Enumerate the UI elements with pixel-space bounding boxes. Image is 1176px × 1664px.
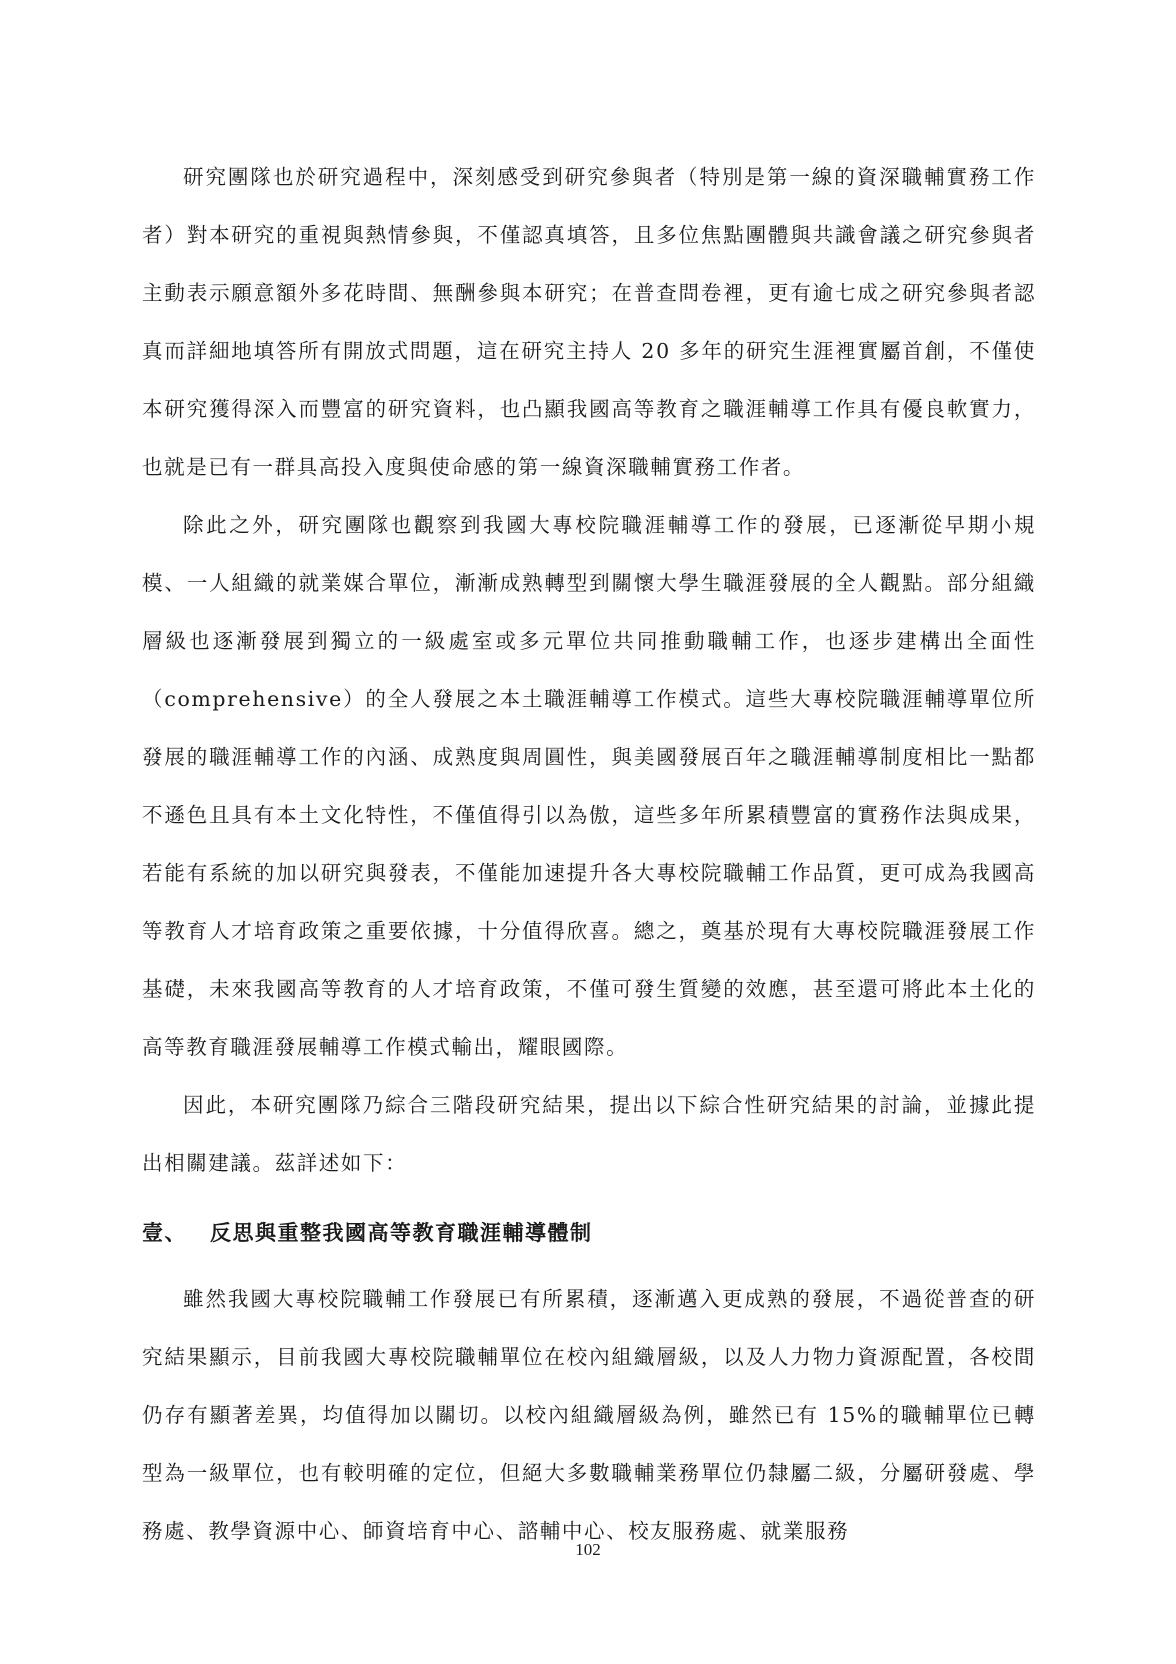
page-number: 102	[575, 1540, 601, 1559]
paragraph-section-body: 雖然我國大專校院職輔工作發展已有所累積，逐漸邁入更成熟的發展，不過從普查的研究結果顯示，目前我國大專校院職輔單位在校內組織層級，以及人力物力資源配置，各校間仍存有顯著差異，均值得加以關切。以校內組織層級為例，雖然已有 15%的職輔單位已轉型為一級單位，也有較明確的定位，但絕大多數職輔業務單位仍隸屬二級，分屬研發處、學務處、教學資源中心、師資培育中心、諮輔中心、校友服務處、就業服務	[142, 1287, 1036, 1543]
paragraph-summary-intro: 因此，本研究團隊乃綜合三階段研究結果，提出以下綜合性研究結果的討論，並據此提出相關建議。茲詳述如下：	[142, 1093, 1036, 1175]
paragraph-career-guidance-development: 除此之外，研究團隊也觀察到我國大專校院職涯輔導工作的發展，已逐漸從早期小規模、一人組織的就業媒合單位，漸漸成熟轉型到關懷大學生職涯發展的全人觀點。部分組織層級也逐漸發展到獨立的一級處室或多元單位共同推動職輔工作，也逐步建構出全面性（comprehensive）的全人發展之本土職涯輔導工作模式。這些大專校院職涯輔導單位所發展的職涯輔導工作的內涵、成熟度與周圓性，與美國發展百年之職涯輔導制度相比一點都不遜色且具有本土文化特性，不僅值得引以為傲，這些多年所累積豐富的實務作法與成果，若能有系統的加以研究與發表，不僅能加速提升各大專校院職輔工作品質，更可成為我國高等教育人才培育政策之重要依據，十分值得欣喜。總之，奠基於現有大專校院職涯發展工作基礎，未來我國高等教育的人才培育政策，不僅可發生質變的效應，甚至還可將此本土化的高等教育職涯發展輔導工作模式輸出，耀眼國際。	[142, 513, 1036, 1059]
section-number: 壹、	[142, 1221, 187, 1245]
paragraph-research-participation: 研究團隊也於研究過程中，深刻感受到研究參與者（特別是第一線的資深職輔實務工作者）對本研究的重視與熱情參與，不僅認真填答，且多位焦點團體與共識會議之研究參與者主動表示願意額外多花時間、無酬參與本研究；在普查問卷裡，更有逾七成之研究參與者認真而詳細地填答所有開放式問題，這在研究主持人 20 多年的研究生涯裡實屬首創，不僅使本研究獲得深入而豐富的研究資料，也凸顯我國高等教育之職涯輔導工作具有優良軟實力，也就是已有一群具高投入度與使命感的第一線資深職輔實務工作者。	[142, 165, 1036, 479]
section-title: 反思與重整我國高等教育職涯輔導體制	[210, 1221, 593, 1245]
page-body	[142, 148, 1036, 1560]
section-heading	[142, 1204, 1036, 1262]
